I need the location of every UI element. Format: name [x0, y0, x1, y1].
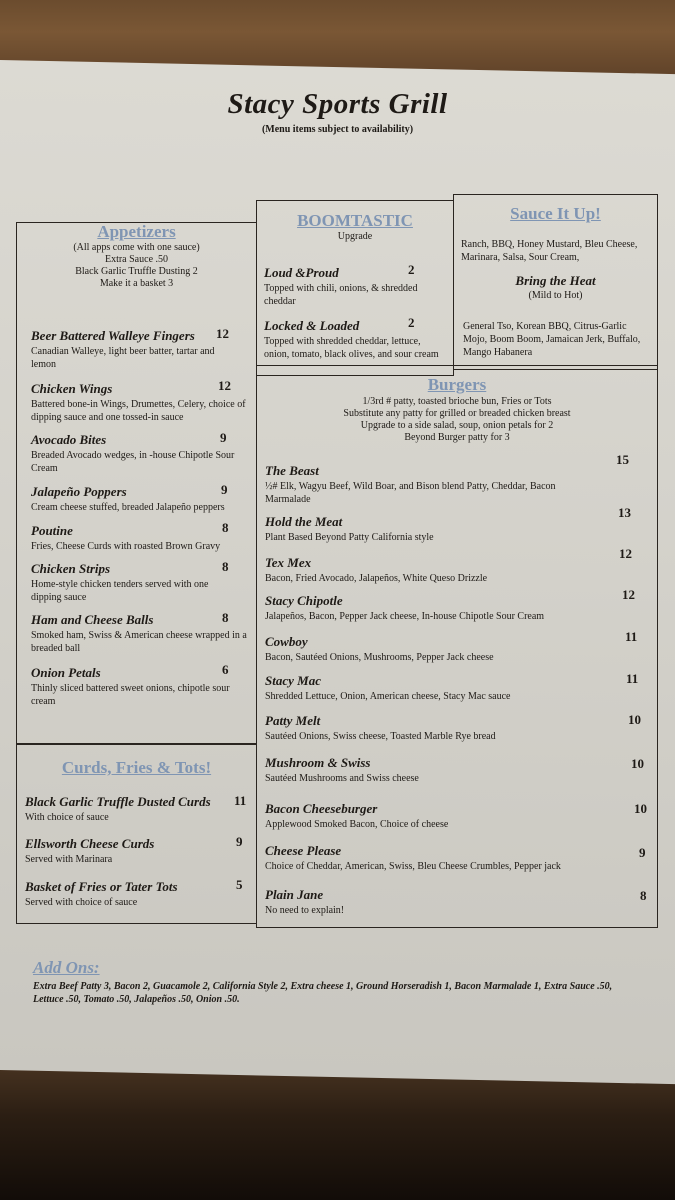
- appetizers-note: Make it a basket 3: [99, 278, 174, 289]
- item-price: 8: [222, 610, 229, 625]
- item-description: Served with Marinara: [25, 854, 113, 865]
- hot-sauce-list: General Tso, Korean BBQ, Citrus-Garlic Mojo, Boom Boom, Jamaican Jerk, Buffalo, Mango Habanera: [463, 321, 641, 358]
- item-description: With choice of sauce: [25, 812, 109, 823]
- menu-item: [265, 713, 595, 743]
- item-name: Chicken Strips: [31, 561, 111, 576]
- item-name: Poutine: [31, 523, 73, 538]
- item-description: Sautéed Onions, Swiss cheese, Toasted Marble Rye bread: [265, 731, 496, 742]
- item-price: 13: [618, 505, 631, 520]
- item-description: Canadian Walleye, light beer batter, tartar and lemon: [31, 346, 215, 370]
- burgers-heading: Burgers: [427, 375, 487, 394]
- menu-item: [25, 879, 237, 909]
- menu-item: [265, 887, 595, 917]
- item-name: Bacon Cheeseburger: [265, 801, 378, 816]
- menu-item: [265, 593, 605, 623]
- menu-item: [25, 794, 237, 824]
- item-name: Ellsworth Cheese Curds: [25, 836, 155, 851]
- item-price: 9: [236, 834, 243, 849]
- item-price: 9: [639, 845, 646, 860]
- item-name: Beer Battered Walleye Fingers: [31, 328, 195, 343]
- item-price: 12: [218, 378, 231, 393]
- item-price: 10: [631, 756, 644, 771]
- menu-item: [265, 514, 595, 544]
- item-description: Breaded Avocado wedges, in -house Chipotle Sour Cream: [31, 450, 235, 474]
- item-name: Patty Melt: [265, 713, 321, 728]
- menu-item: [264, 265, 444, 308]
- item-name: The Beast: [265, 463, 319, 478]
- menu-item: [265, 843, 630, 873]
- item-price: 2: [408, 315, 415, 330]
- menu-subtitle: (Menu items subject to availability): [261, 124, 414, 135]
- item-description: Home-style chicken tenders served with one dipping sauce: [31, 579, 209, 603]
- item-price: 9: [220, 430, 227, 445]
- item-price: 12: [619, 546, 632, 561]
- item-name: Locked & Loaded: [264, 318, 360, 333]
- sauce-heading: Sauce It Up!: [510, 204, 601, 223]
- item-name: Cheese Please: [265, 843, 342, 858]
- appetizers-note: (All apps come with one sauce): [73, 242, 200, 253]
- menu-title: Stacy Sports Grill: [227, 88, 448, 120]
- item-description: Sautéed Mushrooms and Swiss cheese: [265, 773, 419, 784]
- burgers-note: Substitute any patty for grilled or breaded chicken breast: [343, 408, 571, 419]
- addons-heading: Add Ons:: [33, 958, 100, 977]
- heat-note: (Mild to Hot): [528, 290, 583, 301]
- item-description: Topped with shredded cheddar, lettuce, onion, tomato, black olives, and sour cream: [264, 336, 439, 360]
- item-price: 12: [622, 587, 635, 602]
- item-name: Jalapeño Poppers: [31, 484, 127, 499]
- boomtastic-note: Upgrade: [337, 231, 373, 242]
- item-name: Loud &Proud: [264, 265, 339, 280]
- item-description: Shredded Lettuce, Onion, American cheese, Stacy Mac sauce: [265, 691, 511, 702]
- burgers-note: Beyond Burger patty for 3: [404, 432, 510, 443]
- item-price: 9: [221, 482, 228, 497]
- item-name: Black Garlic Truffle Dusted Curds: [25, 794, 211, 809]
- menu-item: [31, 665, 253, 708]
- item-name: Ham and Cheese Balls: [31, 612, 154, 627]
- item-name: Basket of Fries or Tater Tots: [25, 879, 178, 894]
- item-price: 12: [216, 326, 229, 341]
- item-price: 11: [625, 629, 638, 644]
- item-name: Chicken Wings: [31, 381, 113, 396]
- addons-text: Extra Beef Patty 3, Bacon 2, Guacamole 2, California Style 2, Extra cheese 1, Ground Horseradish 1, Bacon Marmalade 1, Extra Sauce .50, Lettuce .50, Tomato .50, Jalapeños .50, Onion .50.: [33, 981, 613, 1005]
- menu-item: [265, 755, 595, 785]
- menu-item: [265, 801, 595, 831]
- item-description: Smoked ham, Swiss & American cheese wrapped in a breaded ball: [31, 630, 247, 654]
- item-name: Plain Jane: [265, 887, 324, 902]
- item-name: Onion Petals: [31, 665, 101, 680]
- menu-item: [264, 318, 446, 361]
- burgers-note: 1/3rd # patty, toasted brioche bun, Fries or Tots: [362, 396, 552, 407]
- item-price: 11: [234, 793, 247, 808]
- item-price: 2: [408, 262, 415, 277]
- item-description: Choice of Cheddar, American, Swiss, Bleu Cheese Crumbles, Pepper jack: [265, 861, 561, 872]
- boomtastic-heading: BOOMTASTIC: [297, 211, 413, 230]
- item-price: 10: [634, 801, 647, 816]
- item-name: Stacy Chipotle: [265, 593, 343, 608]
- menu-item: [265, 463, 585, 506]
- item-description: Fries, Cheese Curds with roasted Brown Gravy: [31, 541, 221, 552]
- item-description: ½# Elk, Wagyu Beef, Wild Boar, and Bison blend Patty, Cheddar, Bacon Marmalade: [265, 481, 556, 505]
- menu-item: [31, 328, 236, 371]
- menu-item: [31, 561, 241, 604]
- item-price: 10: [628, 712, 641, 727]
- item-name: Stacy Mac: [265, 673, 321, 688]
- item-name: Tex Mex: [265, 555, 312, 570]
- item-price: 5: [236, 877, 243, 892]
- item-description: Plant Based Beyond Patty California style: [265, 532, 434, 543]
- menu-item: [265, 673, 595, 703]
- item-name: Cowboy: [265, 634, 308, 649]
- item-description: Topped with chili, onions, & shredded cheddar: [264, 283, 418, 307]
- item-description: Bacon, Sautéed Onions, Mushrooms, Pepper Jack cheese: [265, 652, 494, 663]
- appetizers-note: Extra Sauce .50: [104, 254, 169, 265]
- item-price: 11: [626, 671, 639, 686]
- item-name: Mushroom & Swiss: [265, 755, 371, 770]
- item-name: Avocado Bites: [31, 432, 107, 447]
- item-description: Applewood Smoked Bacon, Choice of cheese: [265, 819, 449, 830]
- item-price: 15: [616, 452, 629, 467]
- item-price: 6: [222, 662, 229, 677]
- item-price: 8: [640, 888, 647, 903]
- menu-item: [265, 634, 595, 664]
- heat-title: Bring the Heat: [515, 273, 596, 288]
- sauce-list: Ranch, BBQ, Honey Mustard, Bleu Cheese, Marinara, Salsa, Sour Cream,: [461, 239, 638, 263]
- burgers-note: Upgrade to a side salad, soup, onion petals for 2: [360, 420, 554, 431]
- item-price: 8: [222, 559, 229, 574]
- menu-item: [265, 555, 595, 585]
- item-description: Battered bone-in Wings, Drumettes, Celery, choice of dipping sauce and one tossed-in sauce: [31, 399, 246, 423]
- item-name: Hold the Meat: [265, 514, 343, 529]
- curds-heading: Curds, Fries & Tots!: [61, 758, 212, 777]
- appetizers-heading: Appetizers: [97, 222, 176, 241]
- item-description: Served with choice of sauce: [25, 897, 138, 908]
- menu-item: [31, 612, 253, 655]
- item-description: Thinly sliced battered sweet onions, chipotle sour cream: [31, 683, 230, 707]
- item-description: No need to explain!: [265, 905, 345, 916]
- item-description: Cream cheese stuffed, breaded Jalapeño peppers: [31, 502, 225, 513]
- menu-item: [25, 836, 237, 866]
- item-description: Bacon, Fried Avocado, Jalapeños, White Queso Drizzle: [265, 573, 488, 584]
- item-price: 8: [222, 520, 229, 535]
- item-description: Jalapeños, Bacon, Pepper Jack cheese, In-house Chipotle Sour Cream: [265, 611, 545, 622]
- appetizers-note: Black Garlic Truffle Dusting 2: [75, 266, 198, 277]
